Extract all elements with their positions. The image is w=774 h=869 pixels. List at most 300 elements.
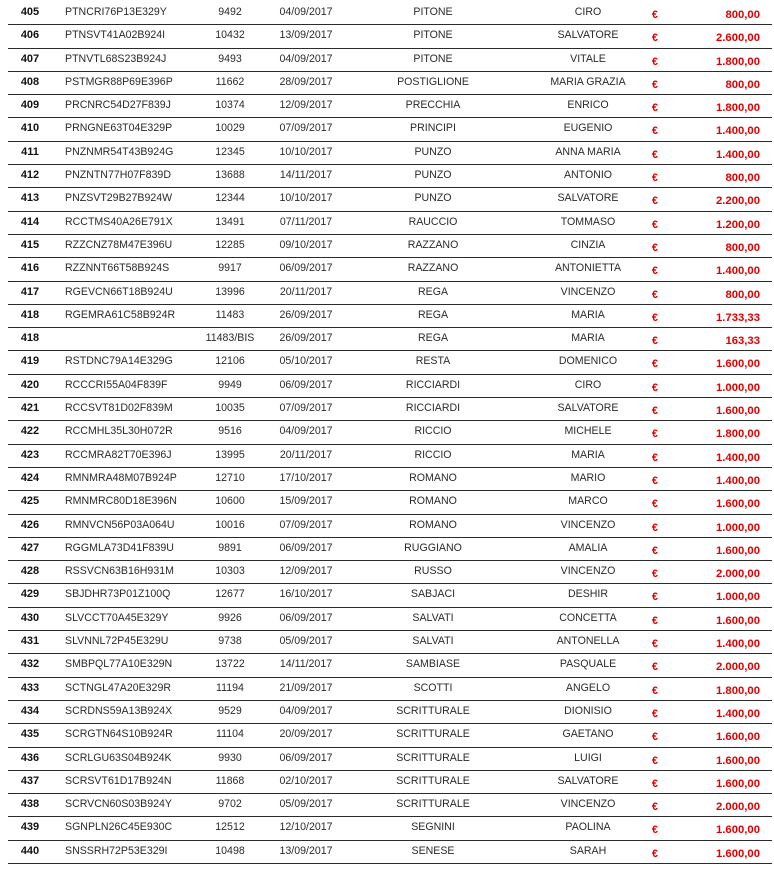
table-row xyxy=(8,794,772,817)
amount: 1.800,00 xyxy=(716,428,760,441)
euro-symbol: € xyxy=(652,498,658,511)
fiscal-code: PTNCRI76P13E329Y xyxy=(65,6,167,18)
protocol-number: 9516 xyxy=(218,425,242,438)
first-name: AMALIA xyxy=(568,541,608,554)
amount: 1.800,00 xyxy=(716,55,760,68)
euro-symbol: € xyxy=(652,614,658,627)
row-number: 437 xyxy=(20,774,40,787)
table-row xyxy=(8,608,772,631)
euro-symbol: € xyxy=(652,241,658,254)
protocol-number: 9738 xyxy=(218,635,242,648)
protocol-number: 9493 xyxy=(218,52,242,65)
fiscal-code: RMNVCN56P03A064U xyxy=(65,518,175,531)
table-row xyxy=(8,398,772,421)
table-row xyxy=(8,305,772,328)
amount: 1.600,00 xyxy=(716,544,760,557)
amount: 1.400,00 xyxy=(716,638,760,651)
first-name: ENRICO xyxy=(567,99,609,112)
first-name: VITALE xyxy=(570,52,606,65)
date: 10/10/2017 xyxy=(279,192,333,205)
first-name: ANNA MARIA xyxy=(555,145,621,158)
date: 09/10/2017 xyxy=(279,238,333,251)
first-name: MARCO xyxy=(568,495,608,508)
first-name: ANTONIETTA xyxy=(554,262,622,275)
amount: 1.733,33 xyxy=(716,311,760,324)
row-number: 408 xyxy=(20,75,40,88)
table-row xyxy=(8,375,772,398)
row-number: 422 xyxy=(20,425,40,438)
protocol-number: 10029 xyxy=(215,122,245,135)
row-number: 427 xyxy=(20,541,40,554)
table-row xyxy=(8,328,772,351)
surname: SCRITTURALE xyxy=(396,704,470,717)
date: 07/09/2017 xyxy=(279,402,333,415)
first-name: SALVATORE xyxy=(557,402,619,415)
surname: SCRITTURALE xyxy=(396,751,470,764)
surname: PITONE xyxy=(413,6,453,18)
first-name: MARIA xyxy=(571,308,605,321)
amount: 1.400,00 xyxy=(716,474,760,487)
euro-symbol: € xyxy=(652,102,658,115)
euro-symbol: € xyxy=(652,358,658,371)
fiscal-code: RSSVCN63B16H931M xyxy=(65,565,174,578)
euro-symbol: € xyxy=(652,405,658,418)
date: 04/09/2017 xyxy=(279,52,333,65)
date: 26/09/2017 xyxy=(279,332,333,345)
date: 20/11/2017 xyxy=(279,285,333,298)
surname: RICCIARDI xyxy=(405,378,461,391)
euro-symbol: € xyxy=(652,777,658,790)
surname: REGA xyxy=(417,285,449,298)
fiscal-code: SCRSVT61D17B924N xyxy=(65,774,172,787)
table-row xyxy=(8,95,772,118)
row-number: 425 xyxy=(20,495,40,508)
fiscal-code: SCRGTN64S10B924R xyxy=(65,728,173,741)
row-number: 416 xyxy=(20,262,40,275)
amount: 1.600,00 xyxy=(716,754,760,767)
table-row xyxy=(8,468,772,491)
first-name: VINCENZO xyxy=(560,798,616,811)
surname: SABJACI xyxy=(410,588,456,601)
surname: SALVATI xyxy=(412,611,454,624)
amount: 1.600,00 xyxy=(716,847,760,860)
table-row xyxy=(8,188,772,211)
date: 05/09/2017 xyxy=(279,635,333,648)
fiscal-code: SCRLGU63S04B924K xyxy=(65,751,172,764)
row-number: 430 xyxy=(20,611,40,624)
euro-symbol: € xyxy=(652,335,658,348)
row-number: 420 xyxy=(20,378,40,391)
row-number: 405 xyxy=(20,6,40,18)
amount: 800,00 xyxy=(725,288,760,301)
amount: 1.400,00 xyxy=(716,451,760,464)
surname: PITONE xyxy=(413,29,453,42)
fiscal-code: PNZNTN77H07F839D xyxy=(65,169,171,182)
row-number: 410 xyxy=(20,122,40,135)
date: 20/09/2017 xyxy=(279,728,333,741)
euro-symbol: € xyxy=(652,521,658,534)
protocol-number: 9917 xyxy=(218,262,242,275)
table-row xyxy=(8,817,772,840)
fiscal-code: PNZSVT29B27B924W xyxy=(65,192,173,205)
euro-symbol: € xyxy=(652,661,658,674)
first-name: LUIGI xyxy=(574,751,602,764)
date: 06/09/2017 xyxy=(279,262,333,275)
first-name: ANGELO xyxy=(565,681,611,694)
first-name: SARAH xyxy=(569,844,607,857)
first-name: EUGENIO xyxy=(563,122,613,135)
euro-symbol: € xyxy=(652,148,658,161)
protocol-number: 10498 xyxy=(215,844,245,857)
protocol-number: 9949 xyxy=(218,378,242,391)
euro-symbol: € xyxy=(652,544,658,557)
protocol-number: 11662 xyxy=(215,75,245,88)
amount: 1.600,00 xyxy=(716,358,760,371)
euro-symbol: € xyxy=(652,32,658,45)
table-row xyxy=(8,235,772,258)
date: 07/09/2017 xyxy=(279,518,333,531)
amount: 1.200,00 xyxy=(716,218,760,231)
protocol-number: 10432 xyxy=(215,29,245,42)
first-name: DIONISIO xyxy=(564,704,612,717)
row-number: 414 xyxy=(20,215,40,228)
first-name: VINCENZO xyxy=(560,285,616,298)
date: 14/11/2017 xyxy=(279,169,333,182)
protocol-number: 12345 xyxy=(215,145,245,158)
fiscal-code: RCCSVT81D02F839M xyxy=(65,402,173,415)
fiscal-code: RZZNNT66T58B924S xyxy=(65,262,170,275)
row-number: 415 xyxy=(20,238,40,251)
beneficiaries-table xyxy=(8,2,772,864)
table-row xyxy=(8,678,772,701)
fiscal-code: SCTNGL47A20E329R xyxy=(65,681,171,694)
first-name: ANTONELLA xyxy=(556,635,620,648)
surname: RAZZANO xyxy=(407,262,459,275)
surname: RUSSO xyxy=(414,565,452,578)
surname: SAMBIASE xyxy=(405,658,461,671)
fiscal-code: RGGMLA73D41F839U xyxy=(65,541,174,554)
row-number: 440 xyxy=(20,844,40,857)
protocol-number: 10016 xyxy=(215,518,245,531)
table-row xyxy=(8,212,772,235)
fiscal-code: SCRDNS59A13B924X xyxy=(65,704,173,717)
euro-symbol: € xyxy=(652,684,658,697)
date: 06/09/2017 xyxy=(279,541,333,554)
surname: PUNZO xyxy=(414,145,452,158)
table-row xyxy=(8,165,772,188)
date: 04/09/2017 xyxy=(279,704,333,717)
row-number: 428 xyxy=(20,565,40,578)
euro-symbol: € xyxy=(652,824,658,837)
surname: PRINCIPI xyxy=(410,122,456,135)
date: 13/09/2017 xyxy=(279,29,333,42)
row-number: 438 xyxy=(20,798,40,811)
date: 15/09/2017 xyxy=(279,495,333,508)
surname: POSTIGLIONE xyxy=(397,75,469,88)
surname: SCOTTI xyxy=(413,681,453,694)
protocol-number: 9702 xyxy=(218,798,242,811)
fiscal-code: PRCNRC54D27F839J xyxy=(65,99,171,112)
first-name: PASQUALE xyxy=(559,658,617,671)
first-name: GAETANO xyxy=(562,728,614,741)
surname: ROMANO xyxy=(409,471,457,484)
row-number: 429 xyxy=(20,588,40,601)
date: 05/10/2017 xyxy=(279,355,333,368)
fiscal-code: SNSSRH72P53E329I xyxy=(65,844,168,857)
first-name: SALVATORE xyxy=(557,192,619,205)
row-number: 423 xyxy=(20,448,40,461)
amount: 1.600,00 xyxy=(716,498,760,511)
date: 13/09/2017 xyxy=(279,844,333,857)
surname: REGA xyxy=(417,308,449,321)
row-number: 419 xyxy=(20,355,40,368)
euro-symbol: € xyxy=(652,731,658,744)
date: 20/11/2017 xyxy=(279,448,333,461)
table-row xyxy=(8,584,772,607)
date: 06/09/2017 xyxy=(279,611,333,624)
amount: 1.000,00 xyxy=(716,591,760,604)
protocol-number: 13491 xyxy=(215,215,245,228)
euro-symbol: € xyxy=(652,311,658,324)
euro-symbol: € xyxy=(652,451,658,464)
euro-symbol: € xyxy=(652,78,658,91)
euro-symbol: € xyxy=(652,195,658,208)
surname: PITONE xyxy=(413,52,453,65)
protocol-number: 10303 xyxy=(215,565,245,578)
row-number: 406 xyxy=(20,29,40,42)
protocol-number: 12285 xyxy=(215,238,245,251)
first-name: MARIO xyxy=(570,471,606,484)
surname: SENESE xyxy=(411,844,455,857)
fiscal-code: RCCMHL35L30H072R xyxy=(65,425,173,438)
protocol-number: 11868 xyxy=(215,774,245,787)
protocol-number: 10374 xyxy=(215,99,245,112)
date: 06/09/2017 xyxy=(279,378,333,391)
surname: SCRITTURALE xyxy=(396,728,470,741)
surname: ROMANO xyxy=(409,518,457,531)
surname: ROMANO xyxy=(409,495,457,508)
protocol-number: 13996 xyxy=(215,285,245,298)
table-row xyxy=(8,561,772,584)
table-row xyxy=(8,351,772,374)
fiscal-code: SLVNNL72P45E329U xyxy=(65,635,169,648)
date: 10/10/2017 xyxy=(279,145,333,158)
euro-symbol: € xyxy=(652,474,658,487)
row-number: 412 xyxy=(20,169,40,182)
amount: 1.000,00 xyxy=(716,521,760,534)
surname: RICCIO xyxy=(414,448,452,461)
euro-symbol: € xyxy=(652,428,658,441)
date: 16/10/2017 xyxy=(279,588,333,601)
row-number: 431 xyxy=(20,635,40,648)
surname: RUGGIANO xyxy=(404,541,462,554)
table-row xyxy=(8,515,772,538)
row-number: 424 xyxy=(20,471,40,484)
fiscal-code: RCCMRA82T70E396J xyxy=(65,448,172,461)
euro-symbol: € xyxy=(652,265,658,278)
amount: 2.600,00 xyxy=(716,32,760,45)
fiscal-code: PNZNMR54T43B924G xyxy=(65,145,174,158)
row-number: 411 xyxy=(21,145,39,158)
table-row xyxy=(8,771,772,794)
fiscal-code: RMNMRC80D18E396N xyxy=(65,495,177,508)
protocol-number: 12512 xyxy=(215,821,245,834)
first-name: CIRO xyxy=(574,6,602,18)
table-row xyxy=(8,49,772,72)
first-name: DESHIR xyxy=(567,588,609,601)
first-name: ANTONIO xyxy=(563,169,613,182)
date: 12/09/2017 xyxy=(279,99,333,112)
date: 02/10/2017 xyxy=(279,774,333,787)
protocol-number: 9891 xyxy=(218,541,242,554)
amount: 1.400,00 xyxy=(716,265,760,278)
euro-symbol: € xyxy=(652,707,658,720)
euro-symbol: € xyxy=(652,125,658,138)
row-number: 418 xyxy=(20,332,40,345)
date: 17/10/2017 xyxy=(279,471,333,484)
euro-symbol: € xyxy=(652,638,658,651)
euro-symbol: € xyxy=(652,568,658,581)
table-row xyxy=(8,701,772,724)
euro-symbol: € xyxy=(652,801,658,814)
fiscal-code: SLVCCT70A45E329Y xyxy=(65,611,169,624)
date: 06/09/2017 xyxy=(279,751,333,764)
fiscal-code: SCRVCN60S03B924Y xyxy=(65,798,172,811)
protocol-number: 9492 xyxy=(218,6,242,18)
first-name: TOMMASO xyxy=(560,215,616,228)
euro-symbol: € xyxy=(652,847,658,860)
protocol-number: 13688 xyxy=(215,169,245,182)
protocol-number: 9529 xyxy=(218,704,242,717)
amount: 1.400,00 xyxy=(716,707,760,720)
row-number: 435 xyxy=(20,728,40,741)
date: 28/09/2017 xyxy=(279,75,333,88)
table-row xyxy=(8,25,772,48)
surname: SCRITTURALE xyxy=(396,774,470,787)
table-row xyxy=(8,748,772,771)
protocol-number: 11104 xyxy=(216,728,244,741)
table-row xyxy=(8,2,772,25)
row-number: 413 xyxy=(20,192,40,205)
table-row xyxy=(8,118,772,141)
protocol-number: 10600 xyxy=(215,495,245,508)
table-row xyxy=(8,538,772,561)
table-row xyxy=(8,724,772,747)
fiscal-code: RCCCRI55A04F839F xyxy=(65,378,168,391)
euro-symbol: € xyxy=(652,288,658,301)
first-name: MARIA GRAZIA xyxy=(550,75,626,88)
protocol-number: 13722 xyxy=(215,658,245,671)
first-name: SALVATORE xyxy=(557,774,619,787)
amount: 1.600,00 xyxy=(716,731,760,744)
amount: 1.800,00 xyxy=(716,102,760,115)
row-number: 433 xyxy=(20,681,40,694)
fiscal-code: PTNSVT41A02B924I xyxy=(65,29,166,42)
fiscal-code: SBJDHR73P01Z100Q xyxy=(65,588,171,601)
protocol-number: 12106 xyxy=(215,355,245,368)
surname: RESTA xyxy=(415,355,451,368)
fiscal-code: PTNVTL68S23B924J xyxy=(65,52,167,65)
date: 26/09/2017 xyxy=(279,308,333,321)
surname: SALVATI xyxy=(412,635,454,648)
euro-symbol: € xyxy=(652,218,658,231)
amount: 1.600,00 xyxy=(716,405,760,418)
protocol-number: 11194 xyxy=(216,681,244,694)
table-row xyxy=(8,421,772,444)
protocol-number: 13995 xyxy=(215,448,245,461)
date: 12/10/2017 xyxy=(279,821,333,834)
amount: 1.600,00 xyxy=(716,777,760,790)
surname: RICCIO xyxy=(414,425,452,438)
amount: 800,00 xyxy=(725,172,760,185)
fiscal-code: RZZCNZ78M47E396U xyxy=(65,238,173,251)
first-name: CINZIA xyxy=(570,238,606,251)
first-name: DOMENICO xyxy=(558,355,618,368)
row-number: 432 xyxy=(20,658,40,671)
surname: RAUCCIO xyxy=(408,215,458,228)
surname: RICCIARDI xyxy=(405,402,461,415)
first-name: MARIA xyxy=(571,448,605,461)
protocol-number: 12710 xyxy=(215,471,245,484)
amount: 2.000,00 xyxy=(716,568,760,581)
table-row xyxy=(8,282,772,305)
surname: PUNZO xyxy=(414,192,452,205)
fiscal-code: RCCTMS40A26E791X xyxy=(65,215,173,228)
amount: 1.600,00 xyxy=(716,824,760,837)
table-row xyxy=(8,491,772,514)
fiscal-code: RSTDNC79A14E329G xyxy=(65,355,173,368)
amount: 1.600,00 xyxy=(716,614,760,627)
fiscal-code: SGNPLN26C45E930C xyxy=(65,821,173,834)
protocol-number: 11483 xyxy=(215,308,245,321)
protocol-number: 12677 xyxy=(215,588,245,601)
fiscal-code: PSTMGR88P69E396P xyxy=(65,75,173,88)
euro-symbol: € xyxy=(652,172,658,185)
first-name: CIRO xyxy=(574,378,602,391)
first-name: CONCETTA xyxy=(559,611,617,624)
protocol-number: 9930 xyxy=(218,751,242,764)
euro-symbol: € xyxy=(652,381,658,394)
amount: 1.000,00 xyxy=(716,381,760,394)
date: 07/09/2017 xyxy=(279,122,333,135)
date: 14/11/2017 xyxy=(279,658,333,671)
table-row xyxy=(8,445,772,468)
table-row xyxy=(8,631,772,654)
row-number: 407 xyxy=(20,52,40,65)
row-number: 418 xyxy=(20,308,40,321)
amount: 2.000,00 xyxy=(716,801,760,814)
row-number: 434 xyxy=(20,704,40,717)
surname: RAZZANO xyxy=(407,238,459,251)
row-number: 439 xyxy=(20,821,40,834)
euro-symbol: € xyxy=(652,754,658,767)
fiscal-code: RMNMRA48M07B924P xyxy=(65,471,177,484)
amount: 800,00 xyxy=(725,241,760,254)
row-number: 436 xyxy=(20,751,40,764)
amount: 163,33 xyxy=(725,335,760,348)
amount: 800,00 xyxy=(725,78,760,91)
fiscal-code: PRNGNE63T04E329P xyxy=(65,122,173,135)
row-number: 409 xyxy=(20,99,40,112)
first-name: VINCENZO xyxy=(560,565,616,578)
table-row xyxy=(8,72,772,95)
surname: REGA xyxy=(417,332,449,345)
date: 12/09/2017 xyxy=(279,565,333,578)
fiscal-code: SMBPQL77A10E329N xyxy=(65,658,173,671)
first-name: VINCENZO xyxy=(560,518,616,531)
amount: 2.200,00 xyxy=(716,195,760,208)
first-name: MICHELE xyxy=(564,425,612,438)
